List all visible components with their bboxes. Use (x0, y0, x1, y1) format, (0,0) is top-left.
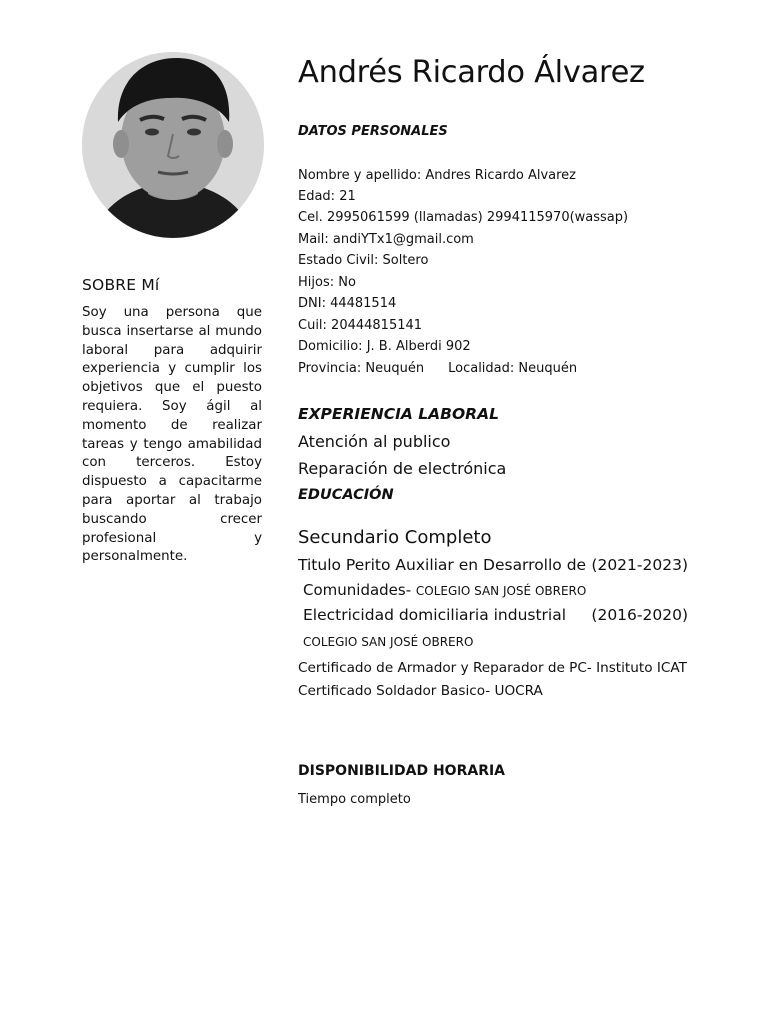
address-line: Domicilio: J. B. Alberdi 902 (298, 339, 471, 354)
location-line (298, 361, 577, 376)
experience-title: EXPERIENCIA LABORAL (298, 405, 499, 423)
degree-1-title: Titulo Perito Auxiliar en Desarrollo de (298, 556, 587, 574)
cuil-line: Cuil: 20444815141 (298, 318, 423, 333)
degree-1-continuation (303, 581, 586, 599)
degree-1-title-cont: Comunidades- (303, 581, 412, 599)
degree-2-period: (2016-2020) (591, 606, 688, 624)
personal-data-title: DATOS PERSONALES (298, 124, 448, 139)
profile-photo (82, 52, 264, 238)
secondary-education: Secundario Completo (298, 527, 492, 548)
about-heading: SOBRE Mí (82, 276, 160, 294)
experience-item: Atención al publico (298, 432, 451, 451)
availability-title: DISPONIBILIDAD HORARIA (298, 763, 506, 779)
certificate-item: Certificado de Armador y Reparador de PC- Instituto ICAT (298, 660, 687, 676)
degree-1-school: COLEGIO SAN JOSÉ OBRERO (415, 584, 587, 598)
availability-value: Tiempo completo (298, 792, 411, 807)
degree-1-line (298, 556, 688, 574)
degree-1-period: (2021-2023) (591, 556, 688, 574)
degree-2-title: Electricidad domiciliaria industrial (303, 606, 567, 624)
education-title: EDUCACIÓN (298, 487, 394, 503)
civil-status-line: Estado Civil: Soltero (298, 253, 429, 268)
children-line: Hijos: No (298, 275, 356, 290)
certificate-item: Certificado Soldador Basico- UOCRA (298, 683, 543, 699)
degree-2-school: COLEGIO SAN JOSÉ OBRERO (303, 635, 474, 649)
degree-2-line (303, 606, 688, 624)
age-line: Edad: 21 (298, 189, 356, 204)
dni-line: DNI: 44481514 (298, 296, 397, 311)
degree-2-school-line (303, 632, 473, 650)
experience-item: Reparación de electrónica (298, 459, 507, 478)
phone-line: Cel. 2995061599 (llamadas) 2994115970(wassap) (298, 210, 629, 225)
candidate-name: Andrés Ricardo Álvarez (298, 55, 645, 90)
full-name-line: Nombre y apellido: Andres Ricardo Alvarez (298, 168, 576, 183)
province-text: Provincia: Neuquén (298, 361, 425, 376)
about-text: Soy una persona que busca insertarse al mundo laboral para adquirir experiencia y cumplir los objetivos que el puesto requiera. Soy ágil al momento de realizar tareas y tengo amabilidad con terceros. Estoy dispuesto a capacitarme para aportar al trabajo buscando crecer profesional y personalmente. (82, 305, 262, 565)
email-line: Mail: andiYTx1@gmail.com (298, 232, 474, 247)
locality-text: Localidad: Neuquén (448, 361, 578, 376)
